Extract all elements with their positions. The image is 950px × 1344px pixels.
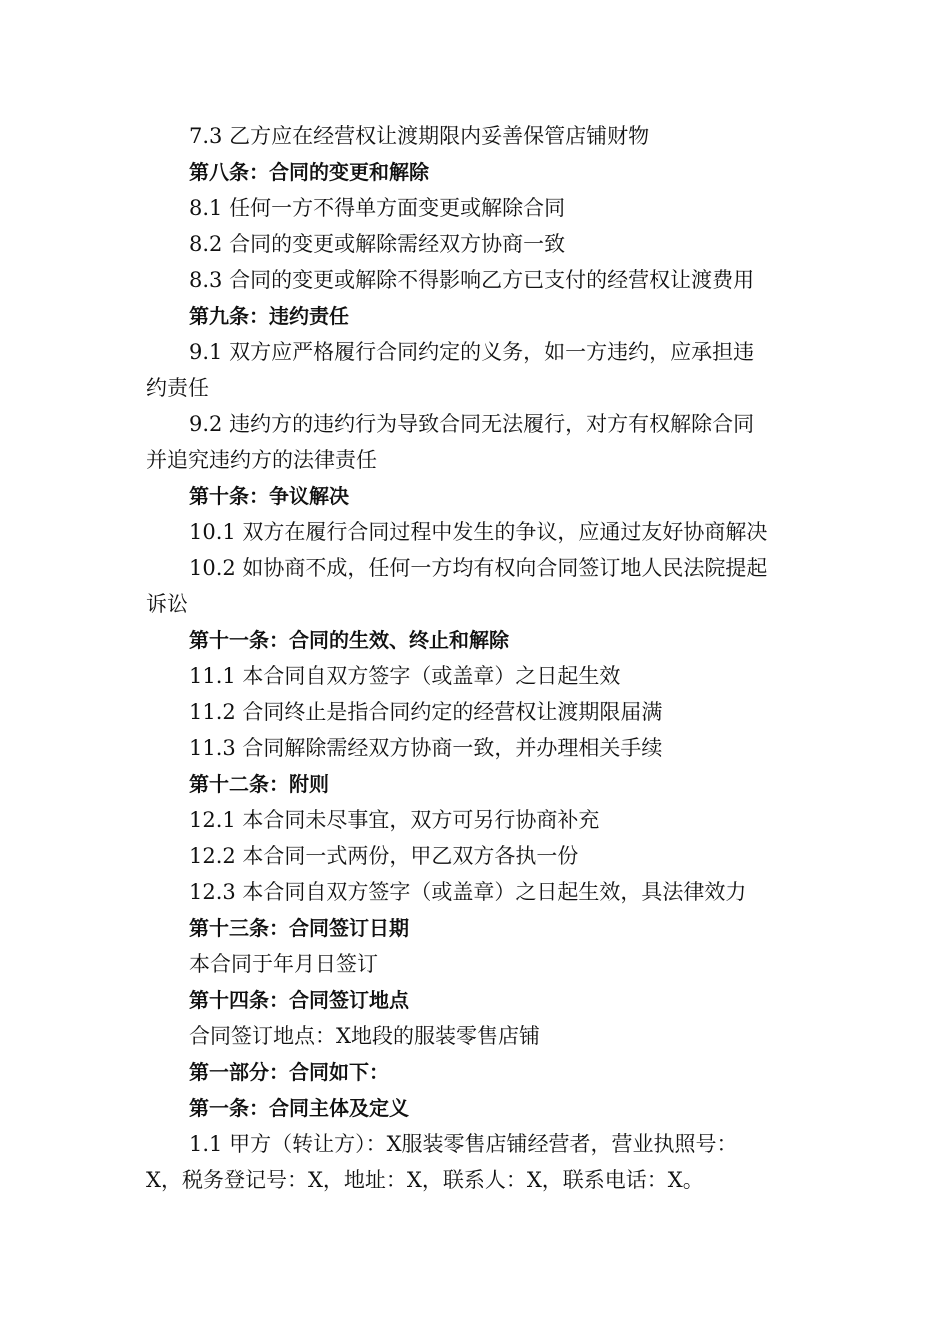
clause-11-3: 11.3 合同解除需经双方协商一致，并办理相关手续 bbox=[189, 736, 663, 760]
clause-11-2: 11.2 合同终止是指合同约定的经营权让渡期限届满 bbox=[189, 700, 663, 724]
clause-9-2: 9.2 违约方的违约行为导致合同无法履行，对方有权解除合同 bbox=[189, 412, 755, 436]
clause-10-1: 10.1 双方在履行合同过程中发生的争议，应通过友好协商解决 bbox=[189, 520, 768, 544]
clause-10-2: 10.2 如协商不成，任何一方均有权向合同签订地人民法院提起 bbox=[189, 556, 768, 580]
article-9-heading: 第九条：违约责任 bbox=[189, 304, 349, 328]
part-1-heading: 第一部分：合同如下： bbox=[189, 1060, 389, 1084]
article-1-heading: 第一条：合同主体及定义 bbox=[189, 1096, 409, 1120]
clause-1-1-continued: X，税务登记号：X，地址：X，联系人：X，联系电话：X。 bbox=[146, 1168, 704, 1192]
clause-12-2: 12.2 本合同一式两份，甲乙双方各执一份 bbox=[189, 844, 579, 868]
signing-place-text: 合同签订地点：X地段的服装零售店铺 bbox=[189, 1024, 540, 1048]
article-14-heading: 第十四条：合同签订地点 bbox=[189, 988, 409, 1012]
clause-12-1: 12.1 本合同未尽事宜，双方可另行协商补充 bbox=[189, 808, 600, 832]
document-page bbox=[146, 118, 808, 1198]
clause-11-1: 11.1 本合同自双方签字（或盖章）之日起生效 bbox=[189, 664, 621, 688]
article-11-heading: 第十一条：合同的生效、终止和解除 bbox=[189, 628, 509, 652]
clause-7-3: 7.3 乙方应在经营权让渡期限内妥善保管店铺财物 bbox=[189, 124, 650, 148]
clause-12-3: 12.3 本合同自双方签字（或盖章）之日起生效，具法律效力 bbox=[189, 880, 747, 904]
article-8-heading: 第八条：合同的变更和解除 bbox=[189, 160, 429, 184]
clause-9-2-continued: 并追究违约方的法律责任 bbox=[146, 448, 377, 472]
article-12-heading: 第十二条：附则 bbox=[189, 772, 329, 796]
clause-8-1: 8.1 任何一方不得单方面变更或解除合同 bbox=[189, 196, 566, 220]
clause-8-3: 8.3 合同的变更或解除不得影响乙方已支付的经营权让渡费用 bbox=[189, 268, 755, 292]
article-13-heading: 第十三条：合同签订日期 bbox=[189, 916, 409, 940]
clause-1-1: 1.1 甲方（转让方）：X服装零售店铺经营者，营业执照号： bbox=[189, 1132, 738, 1156]
clause-9-1: 9.1 双方应严格履行合同约定的义务，如一方违约，应承担违 bbox=[189, 340, 755, 364]
clause-10-2-continued: 诉讼 bbox=[146, 592, 188, 616]
signing-date-text: 本合同于年月日签订 bbox=[189, 952, 378, 976]
article-10-heading: 第十条：争议解决 bbox=[189, 484, 349, 508]
clause-9-1-continued: 约责任 bbox=[146, 376, 209, 400]
clause-8-2: 8.2 合同的变更或解除需经双方协商一致 bbox=[189, 232, 566, 256]
